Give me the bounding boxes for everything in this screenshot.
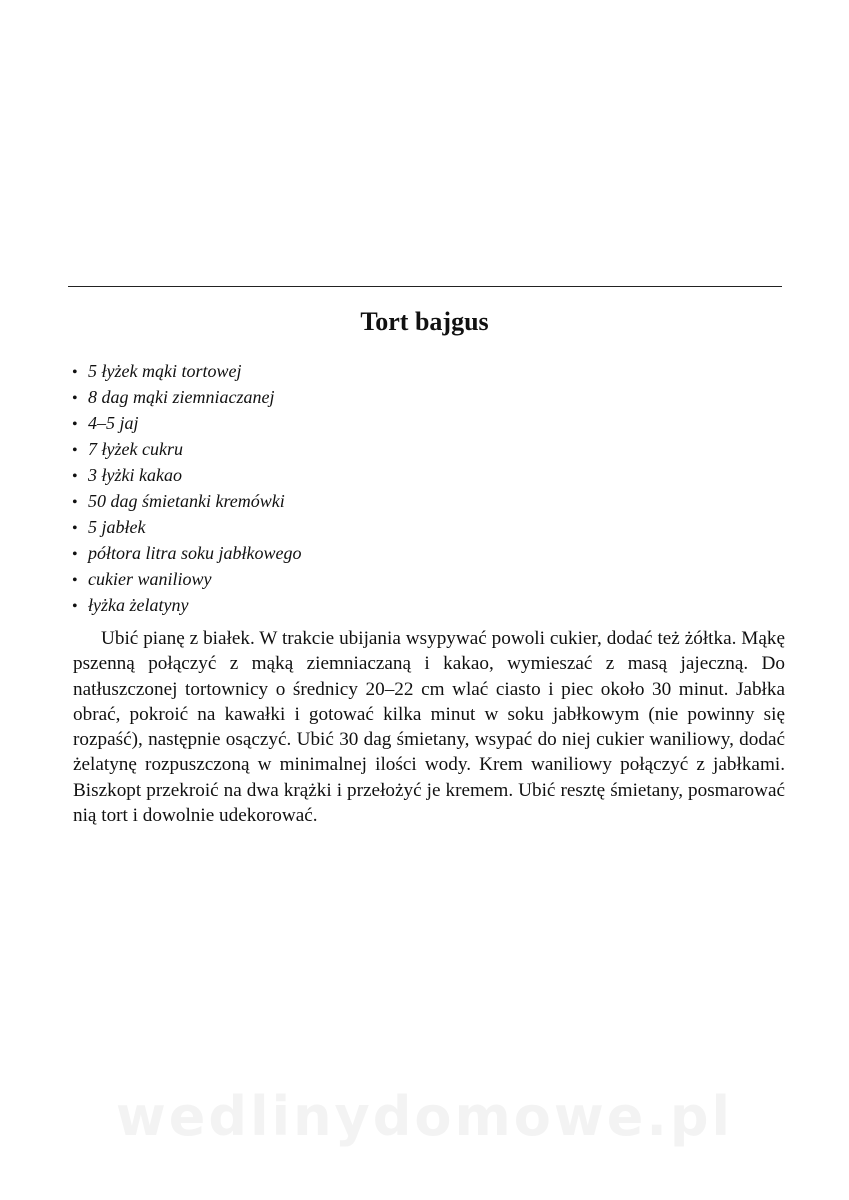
bullet-icon: • — [72, 598, 78, 615]
ingredient-text: cukier waniliowy — [88, 569, 212, 589]
bullet-icon: • — [72, 546, 78, 563]
recipe-title: Tort bajgus — [360, 307, 489, 336]
site-watermark: wedlinydomowe.pl — [115, 1085, 734, 1148]
ingredient-item — [72, 437, 302, 463]
ingredient-text: 50 dag śmietanki kremówki — [88, 491, 285, 511]
ingredient-item — [72, 567, 302, 593]
section-divider — [68, 286, 782, 287]
ingredient-text: 8 dag mąki ziemniaczanej — [88, 387, 275, 407]
bullet-icon: • — [72, 364, 78, 381]
ingredient-item — [72, 463, 302, 489]
ingredient-text: 5 jabłek — [88, 517, 146, 537]
ingredient-item — [72, 593, 302, 619]
ingredient-text: 4–5 jaj — [88, 413, 139, 433]
ingredient-item — [72, 541, 302, 567]
ingredient-text: 3 łyżki kakao — [88, 465, 182, 485]
bullet-icon: • — [72, 494, 78, 511]
bullet-icon: • — [72, 416, 78, 433]
ingredient-list — [72, 359, 302, 619]
ingredient-item — [72, 489, 302, 515]
ingredient-text: 7 łyżek cukru — [88, 439, 183, 459]
ingredient-item — [72, 359, 302, 385]
ingredient-item — [72, 411, 302, 437]
ingredient-text: 5 łyżek mąki tortowej — [88, 361, 242, 381]
ingredient-item — [72, 385, 302, 411]
bullet-icon: • — [72, 572, 78, 589]
ingredient-text: półtora litra soku jabłkowego — [88, 543, 302, 563]
bullet-icon: • — [72, 442, 78, 459]
bullet-icon: • — [72, 520, 78, 537]
recipe-method: Ubić pianę z białek. W trakcie ubijania wsypywać powoli cukier, dodać też żółtka. Mąkę pszenną połączyć z mąką ziemniaczaną i kakao, wymieszać z masą jajeczną. Do natłuszczonej tortownicy o średnicy 20–22 cm wlać ciasto i piec około 30 minut. Jabłka obrać, pokroić na kawałki i gotować kilka minut w soku jabłkowym (nie powinny się rozpaść), następnie osączyć. Ubić 30 dag śmietany, wsypać do niej cukier waniliowy, dodać żelatynę rozpuszczoną w minimalnej ilości wody. Krem waniliowy połączyć z jabłkami. Biszkopt przekroić na dwa krążki i przełożyć je kremem. Ubić resztę śmietany, posmarować nią tort i dowolnie udekorować. — [73, 628, 785, 827]
bullet-icon: • — [72, 468, 78, 485]
ingredient-text: łyżka żelatyny — [88, 595, 189, 615]
ingredient-item — [72, 515, 302, 541]
bullet-icon: • — [72, 390, 78, 407]
